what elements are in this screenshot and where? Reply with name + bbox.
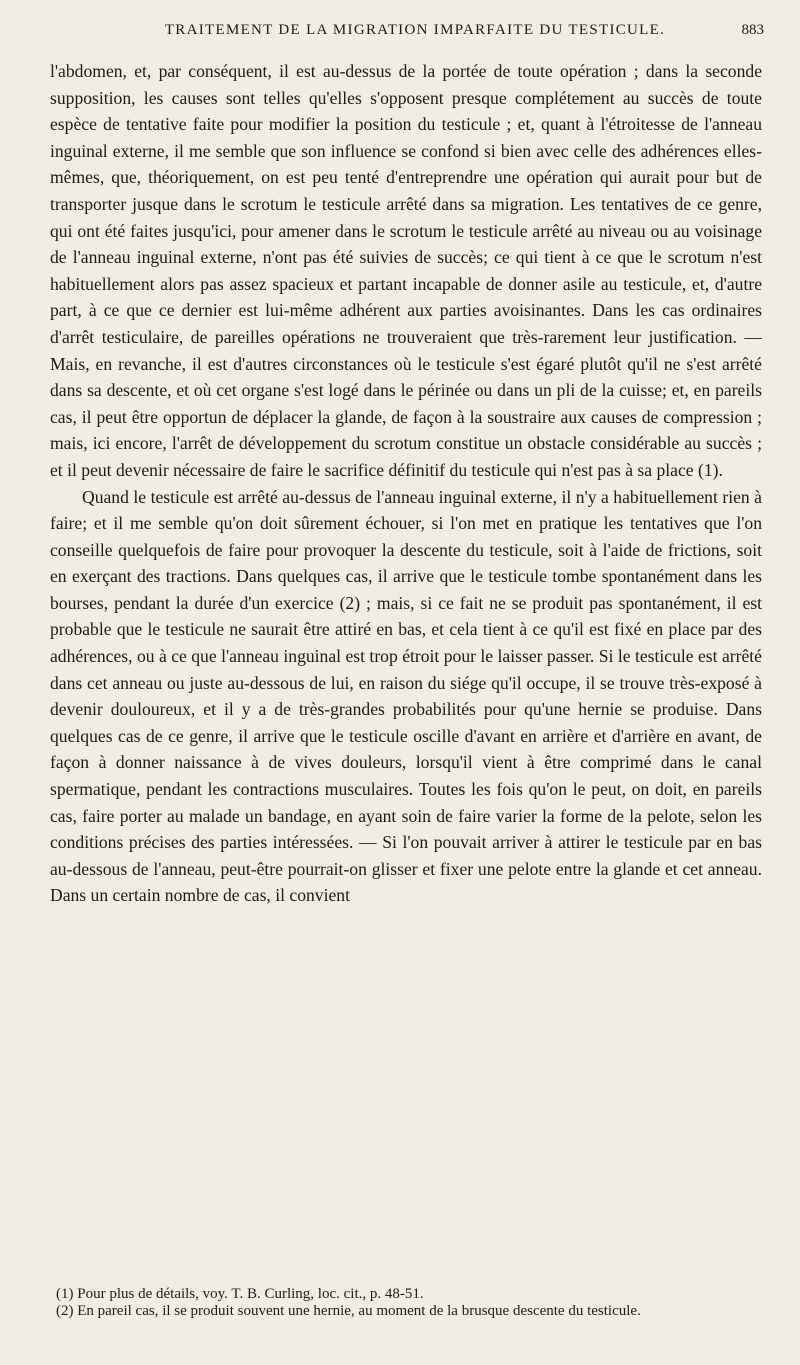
paragraph-continued: l'abdomen, et, par conséquent, il est au-dessus de la portée de toute opération ; dans la seconde supposition, les causes sont telles qu'elles s'opposent presque complétement au succès de toute espèce de tentative faite pour modifier la position du testicule ; et, quant à l'étroitesse de l'anneau inguinal externe, il me semble que son influence se confond si bien avec celle des adhérences elles-mêmes, que, théoriquement, on est peu tenté d'entreprendre une opération qui aurait pour but de transporter jusque dans le scrotum le testicule arrêté dans sa migration. Les tentatives de ce genre, qui ont été faites jusqu'ici, pour amener dans le scrotum le testicule arrêté au niveau ou au voisinage de l'anneau inguinal externe, n'ont pas été suivies de succès; ce qui tient à ce que le scrotum n'est habituellement alors pas assez spacieux et partant incapable de donner asile au testicule, et, d'autre part, à ce que ce dernier est lui-même adhérent aux parties avoisinantes. Dans les cas ordinaires d'arrêt testiculaire, de pareilles opérations ne trouveraient que très-rarement leur justification. — Mais, en revanche, il est d'autres circonstances où le testicule s'est égaré plutôt qu'il ne s'est arrêté dans sa descente, et où cet organe s'est logé dans le périnée ou dans un pli de la cuisse; et, en pareils cas, il peut être opportun de déplacer la glande, de façon à la soustraire aux causes de compression ; mais, ici encore, l'arrêt de développement du scrotum constitue un obstacle considérable au succès ; et il peut devenir nécessaire de faire le sacrifice définitif du testicule qui n'est pas à sa place (1). bbox=[50, 61, 762, 480]
paragraph: Quand le testicule est arrêté au-dessus de l'anneau inguinal externe, il n'y a habituellement rien à faire; et il me semble qu'on doit sûrement échouer, si l'on met en pratique les tentatives que l'on conseille quelquefois de faire pour provoquer la descente du testicule, soit à l'aide de frictions, soit en exerçant des tractions. Dans quelques cas, il arrive que le testicule tombe spontanément dans les bourses, pendant la durée d'un exercice (2) ; mais, si ce fait ne se produit pas spontanément, il est probable que le testicule ne saurait être attiré en bas, et cela tient à ce qu'il est fixé en place par des adhérences, ou à ce que l'anneau inguinal est trop étroit pour le laisser passer. Si le testicule est arrêté dans cet anneau ou juste au-dessous de lui, en raison du siége qu'il occupe, il se trouve très-exposé à devenir douloureux, et il y a de très-grandes probabilités pour qu'une hernie se produise. Dans quelques cas de ce genre, il arrive que le testicule oscille d'avant en arrière et d'arrière en avant, de façon à donner naissance à de vives douleurs, lorsqu'il vient à être comprimé dans le canal spermatique, pendant les contractions musculaires. Toutes les fois qu'on le peut, on doit, en pareils cas, faire porter au malade un bandage, en ayant soin de faire varier la forme de la pelote, selon les conditions précises des parties intéressées. — Si l'on pouvait arriver à attirer le testicule par en bas au-dessous de l'anneau, peut-être pourrait-on glisser et fixer une pelote entre la glande et cet anneau. Dans un certain nombre de cas, il convient bbox=[50, 486, 762, 906]
running-head: TRAITEMENT DE LA MIGRATION IMPARFAITE DU TESTICULE. bbox=[164, 22, 666, 38]
page-number: 883 bbox=[741, 22, 764, 38]
page-header bbox=[56, 22, 764, 46]
footnote-1: (1) Pour plus de détails, voy. T. B. Curling, loc. cit., p. 48-51. bbox=[56, 1286, 424, 1302]
body-text bbox=[50, 58, 762, 909]
footnotes bbox=[50, 1286, 762, 1320]
footnote-2: (2) En pareil cas, il se produit souvent une hernie, au moment de la brusque descente du testicule. bbox=[56, 1303, 641, 1319]
